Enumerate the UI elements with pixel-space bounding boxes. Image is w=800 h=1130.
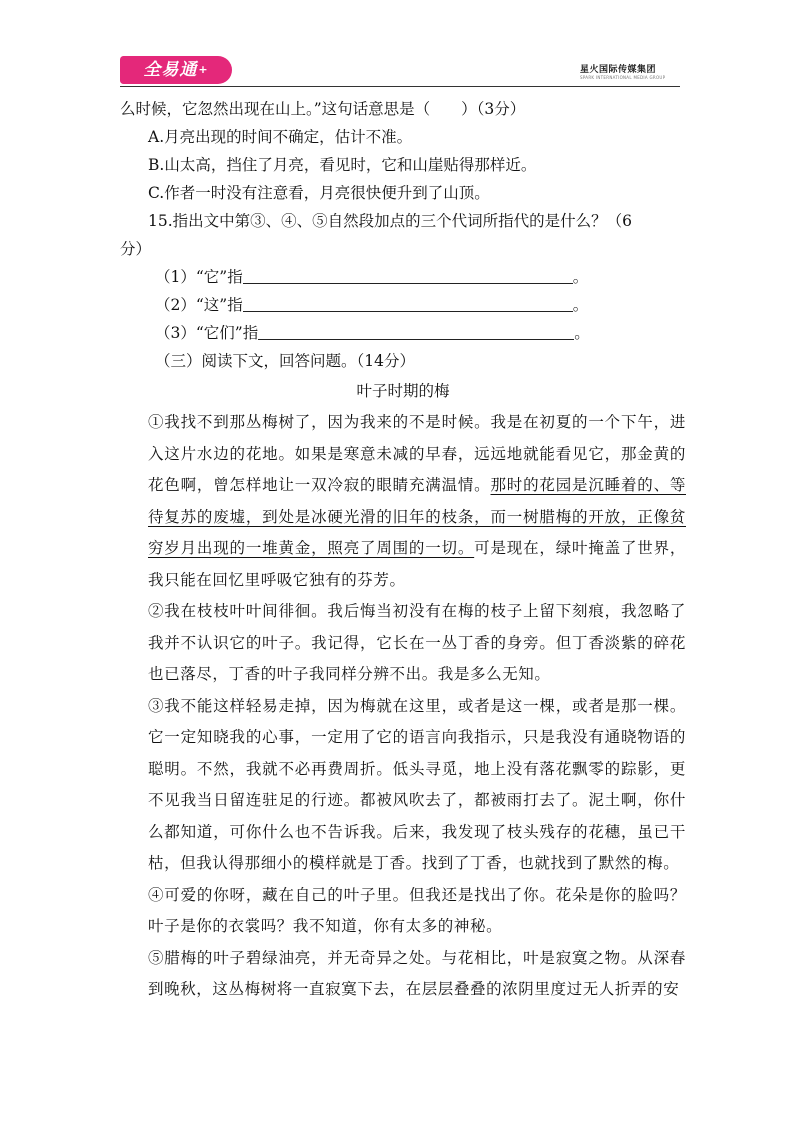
paragraph-1 (120, 407, 686, 596)
option-c: C.作者一时没有注意看，月亮很快便升到了山顶。 (148, 184, 490, 202)
paragraph-1-underlined: 那时的花园是沉睡着的、等待复苏的废墟，到处是冰硬光滑的旧年的枝条，而一树腊梅的开放，正像贫穷岁月出现的一堆黄金，照亮了周围的一切。 (148, 476, 686, 557)
passage-body (120, 407, 686, 1006)
paragraph-2: ②我在枝枝叶叶间徘徊。我后悔当初没有在梅的枝子上留下刻痕，我忽略了我并不认识它的叶子。我记得，它长在一丛丁香的身旁。但丁香淡紫的碎花也已落尽，丁香的叶子我同样分辨不出。我是多么无知。 (148, 602, 686, 683)
paragraph-5: ⑤腊梅的叶子碧绿油亮，并无奇异之处。与花相比，叶是寂寞之物。从深春到晚秋，这丛梅树将一直寂寞下去，在层层叠叠的浓阴里度过无人折弄的安 (148, 948, 686, 998)
answer-blank-1[interactable] (243, 267, 573, 284)
answer-row-1 (120, 263, 686, 291)
paragraph-1-a: ①我找不到那丛梅树了，因为我来的不是时候。我是在初夏的一个下午，进入这片水边的花地。如果是寒意未减的早春，远远地就能看见它，那金黄的花色啊，曾怎样地让一双冷寂的眼睛充满温情。 (148, 413, 686, 494)
answer-blank-2[interactable] (243, 295, 573, 312)
answer-end-1: 。 (572, 268, 589, 286)
answer-row-2 (120, 291, 686, 319)
header-divider (120, 86, 680, 87)
logo-plus-icon: + (198, 63, 209, 76)
question-15-line-cont: 分） (120, 240, 152, 258)
answer-end-3: 。 (574, 324, 590, 342)
logo-text: 全易通 (143, 60, 198, 80)
paragraph-1-b: 可是现在，绿叶掩盖了世界，我只能在回忆里呼吸它独有的芬芳。 (148, 539, 686, 589)
answer-end-2: 。 (572, 296, 589, 314)
option-b: B.山太高，挡住了月亮，看见时，它和山崖贴得那样近。 (148, 156, 537, 174)
page-content (120, 95, 686, 1006)
paragraph-4: ④可爱的你呀，藏在自己的叶子里。但我还是找出了你。花朵是你的脸吗？叶子是你的衣裳吗？我不知道，你有太多的神秘。 (148, 885, 686, 935)
passage-title: 叶子时期的梅 (356, 382, 450, 400)
section-intro: （三）阅读下文，回答问题。（14分） (155, 352, 415, 370)
publisher-name: 星火国际传媒集团 (580, 65, 657, 75)
answer-label-1: （1）“它”指 (155, 268, 243, 286)
brand-logo (120, 56, 232, 84)
question-15-line: 15.指出文中第③、④、⑤自然段加点的三个代词所指代的是什么？（6 (148, 212, 633, 230)
answer-label-3: （3）“它们”指 (155, 324, 259, 342)
option-a: A.月亮出现的时间不确定，估计不准。 (148, 128, 413, 146)
paragraph-3: ③我不能这样轻易走掉，因为梅就在这里，或者是这一棵，或者是那一棵。它一定知晓我的心事，一定用了它的语言向我指示，只是我没有通晓物语的聪明。不然，我就不必再费周折。低头寻觅，地上没有落花飘零的踪影，更不见我当日留连驻足的行迹。都被风吹去了，都被雨打去了。泥土啊，你什么都知道，可你什么也不告诉我。后来，我发现了枝头残存的花穗，虽已干枯，但我认得那细小的模样就是丁香。找到了丁香，也就找到了默然的梅。 (148, 696, 686, 872)
answer-blank-3[interactable] (258, 323, 574, 340)
page-header (0, 0, 800, 90)
answer-row-3 (120, 319, 686, 347)
answer-label-2: （2）“这”指 (155, 296, 243, 314)
question-14-line: 么时候，它忽然出现在山上。”这句话意思是（ ）（3分） (120, 100, 526, 118)
publisher-subtitle: SPARK INTERNATIONAL MEDIA GROUP (580, 75, 666, 80)
